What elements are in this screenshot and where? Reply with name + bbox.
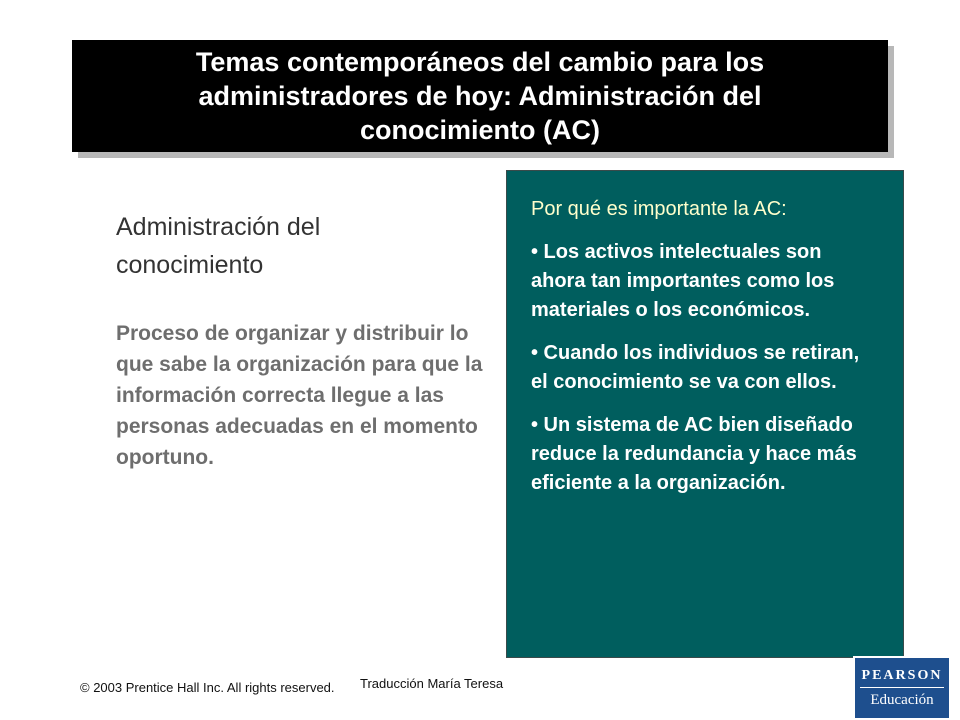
footer-translation: Traducción María Teresa <box>360 676 504 691</box>
importance-bullet-3: • Un sistema de AC bien diseñado reduce la redundancia y hace más eficiente a la organización. <box>531 414 857 494</box>
concept-heading: Administración del conocimiento <box>116 213 321 279</box>
slide-title-box <box>72 40 888 152</box>
importance-panel-content <box>531 195 871 512</box>
slide-title: Temas contemporáneos del cambio para los administradores de hoy: Administración del conocimiento (AC) <box>195 47 765 145</box>
logo-top-text: PEARSON <box>860 668 944 688</box>
pearson-logo <box>853 656 951 720</box>
importance-panel <box>506 170 904 658</box>
importance-heading: Por qué es importante la AC: <box>531 198 787 220</box>
footer-copyright: © 2003 Prentice Hall Inc. All rights reserved. <box>80 680 335 695</box>
importance-bullet-1: • Los activos intelectuales son ahora tan importantes como los materiales o los económicos. <box>531 241 835 321</box>
importance-bullet-2: • Cuando los individuos se retiran, el conocimiento se va con ellos. <box>531 342 860 393</box>
logo-bottom-text: Educación <box>870 691 934 708</box>
concept-definition: Proceso de organizar y distribuir lo que sabe la organización para que la información correcta llegue a las personas adecuadas en el momento oportuno. <box>116 322 483 469</box>
